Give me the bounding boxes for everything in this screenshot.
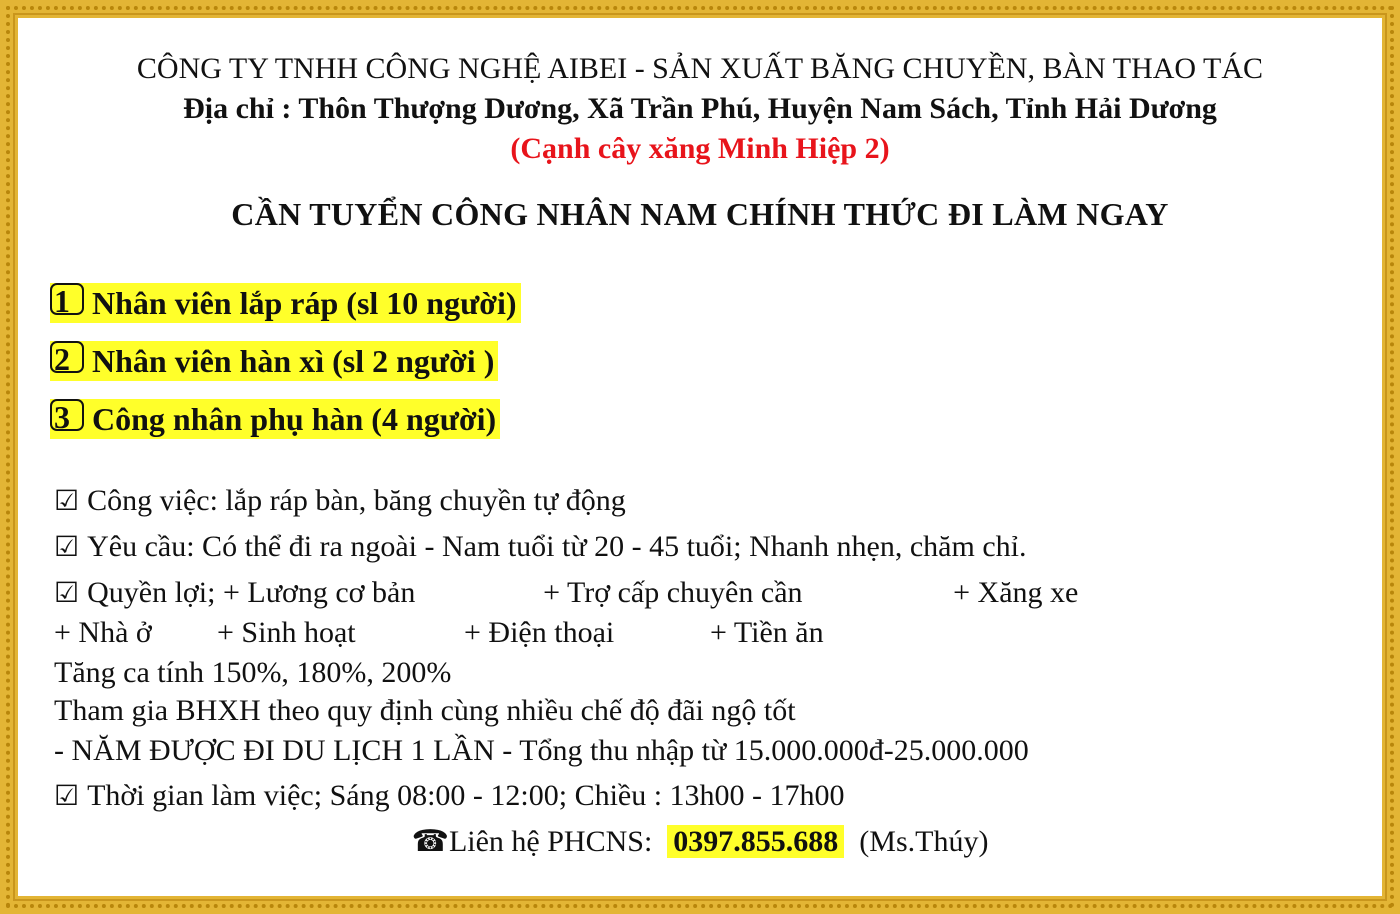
- requirements-text: Yêu cầu: Có thể đi ra ngoài - Nam tuổi từ 20 - 45 tuổi; Nhanh nhẹn, chăm chỉ.: [87, 530, 1027, 563]
- contact-person: (Ms.Thúy): [859, 825, 989, 858]
- benefits-row-2: [54, 616, 824, 650]
- overtime-rates: Tăng ca tính 150%, 180%, 200%: [54, 656, 452, 689]
- benefits-row-1: [54, 576, 1078, 610]
- benefit-attendance: + Trợ cấp chuyên cần: [543, 576, 803, 609]
- working-hours: [54, 779, 845, 813]
- travel-and-income: - NĂM ĐƯỢC ĐI DU LỊCH 1 LẦN - Tổng thu nhập từ 15.000.000đ-25.000.000: [54, 734, 1029, 767]
- position-label: Nhân viên hàn xì (sl 2 người ): [92, 343, 495, 379]
- benefit-housing: + Nhà ở: [54, 616, 152, 649]
- position-3: [50, 399, 500, 439]
- position-number: 1: [50, 283, 84, 315]
- checkbox-icon: ☑: [54, 781, 80, 812]
- position-number: 2: [50, 341, 84, 373]
- benefit-fuel: + Xăng xe: [953, 576, 1079, 609]
- benefit-living: + Sinh hoạt: [217, 616, 356, 649]
- checkbox-icon: ☑: [54, 578, 80, 609]
- social-insurance: Tham gia BHXH theo quy định cùng nhiều chế độ đãi ngộ tốt: [54, 694, 796, 727]
- requirements: [54, 530, 1026, 564]
- checkbox-icon: ☑: [54, 486, 80, 517]
- position-number: 3: [50, 399, 84, 431]
- position-label: Công nhân phụ hàn (4 người): [92, 401, 497, 437]
- position-label: Nhân viên lắp ráp (sl 10 người): [92, 285, 517, 321]
- job-text: Công việc: lắp ráp bàn, băng chuyền tự động: [87, 484, 626, 517]
- hours-text: Thời gian làm việc; Sáng 08:00 - 12:00; Chiều : 13h00 - 17h00: [87, 779, 845, 812]
- position-2: [50, 341, 498, 381]
- job-description: [54, 484, 626, 518]
- contact-phone: 0397.855.688: [667, 825, 844, 858]
- benefit-meals: + Tiền ăn: [710, 616, 824, 649]
- company-address: Địa chỉ : Thôn Thượng Dương, Xã Trần Phú, Huyện Nam Sách, Tỉnh Hải Dương: [183, 92, 1217, 125]
- telephone-icon: ☎: [411, 825, 449, 858]
- benefit-salary: Quyền lợi; + Lương cơ bản: [87, 576, 416, 609]
- recruitment-headline: CẦN TUYỂN CÔNG NHÂN NAM CHÍNH THỨC ĐI LÀM NGAY: [231, 196, 1169, 232]
- company-name: CÔNG TY TNHH CÔNG NGHỆ AIBEI - SẢN XUẤT BĂNG CHUYỀN, BÀN THAO TÁC: [136, 52, 1264, 85]
- position-1: [50, 283, 521, 323]
- contact-line: [0, 824, 1400, 859]
- address-note: (Cạnh cây xăng Minh Hiệp 2): [510, 132, 890, 165]
- benefit-phone: + Điện thoại: [464, 616, 615, 649]
- checkbox-icon: ☑: [54, 532, 80, 563]
- contact-label: Liên hệ PHCNS:: [448, 825, 653, 858]
